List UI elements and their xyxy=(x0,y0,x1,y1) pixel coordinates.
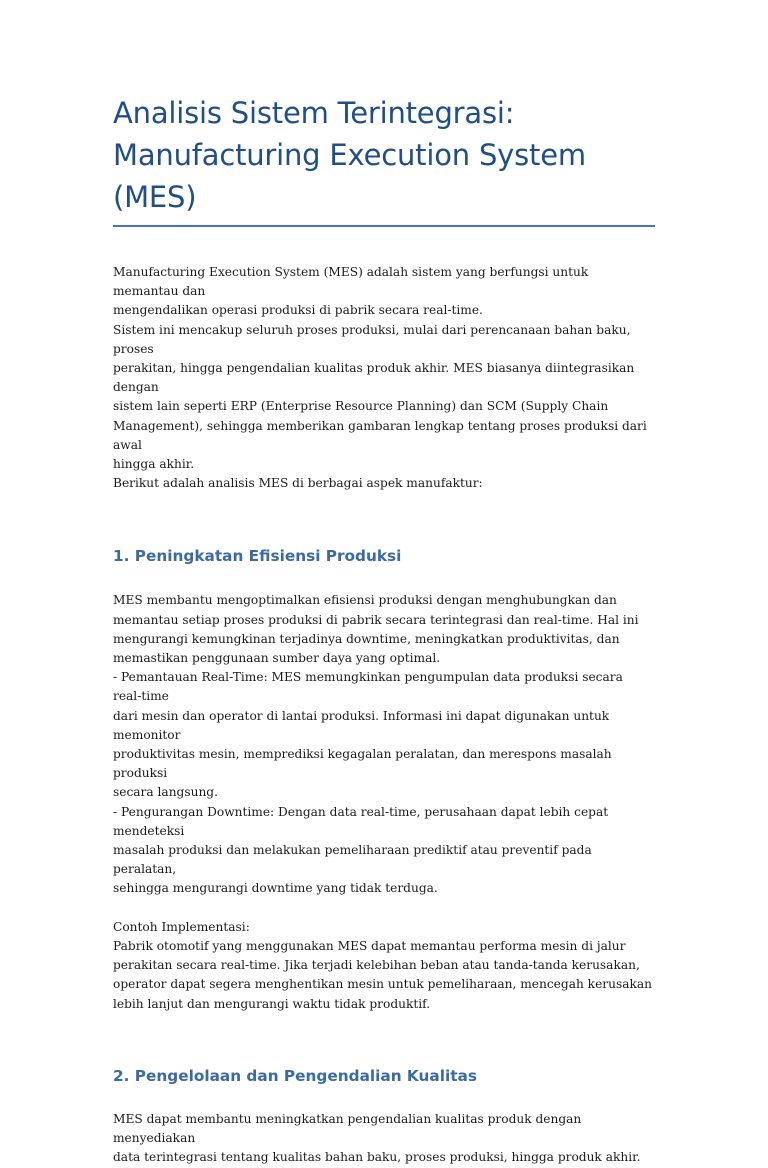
paragraph-spacer xyxy=(113,899,655,918)
intro-paragraph: Manufacturing Execution System (MES) adalah sistem yang berfungsi untuk memantau dan mengendalikan operasi produksi di pabrik secara real-time. Sistem ini mencakup seluruh proses produksi, mulai dari perencanaan bahan baku, proses perakitan, hingga pengendalian kualitas produk akhir. MES biasanya diintegrasikan dengan sistem lain seperti ERP (Enterprise Resource Planning) dan SCM (Supply Chain Management), sehingga memberikan gambaran lengkap tentang proses produksi dari awal hingga akhir. Berikut adalah analisis MES di berbagai aspek manufaktur: xyxy=(113,265,647,491)
section-2-body: MES dapat membantu meningkatkan pengendalian kualitas produk dengan menyediakan data terintegrasi tentang kualitas bahan baku, proses produksi, hingga produk akhir. xyxy=(113,1111,641,1165)
section-1-example: Contoh Implementasi: Pabrik otomotif yang menggunakan MES dapat memantau performa mesin di jalur perakitan secara real-time. Jika terjadi kelebihan beban atau tanda-tanda kerusakan, operator dapat segera menghentikan mesin untuk pemeliharaan, mencegah kerusakan lebih lanjut dan mengurangi waktu tidak produktif. xyxy=(113,919,652,1011)
title-underline xyxy=(113,225,655,227)
document-title xyxy=(113,0,655,218)
document-page xyxy=(113,0,655,1168)
section-1-heading: 1. Peningkatan Efisiensi Produksi xyxy=(113,547,402,566)
section-1-body: MES membantu mengoptimalkan efisiensi produksi dengan menghubungkan dan memantau setiap proses produksi di pabrik secara terintegrasi dan real-time. Hal ini mengurangi kemungkinan terjadinya downtime, meningkatkan produktivitas, dan memastikan penggunaan sumber daya yang optimal. - Pemantauan Real-Time: MES memungkinkan pengumpulan data produksi secara real-time dari mesin dan operator di lantai produksi. Informasi ini dapat digunakan untuk memonitor produktivitas mesin, memprediksi kegagalan peralatan, dan merespons masalah produksi secara langsung. - Pengurangan Downtime: Dengan data real-time, perusahaan dapat lebih cepat mendeteksi masalah produksi dan melakukan pemeliharaan prediktif atau preventif pada peralatan, sehingga mengurangi downtime yang tidak terduga. xyxy=(113,593,639,896)
title-line-1: Analisis Sistem Terintegrasi: xyxy=(113,96,515,130)
section-2-heading: 2. Pengelolaan dan Pengendalian Kualitas xyxy=(113,1066,477,1085)
title-line-2: Manufacturing Execution System (MES) xyxy=(113,138,586,214)
